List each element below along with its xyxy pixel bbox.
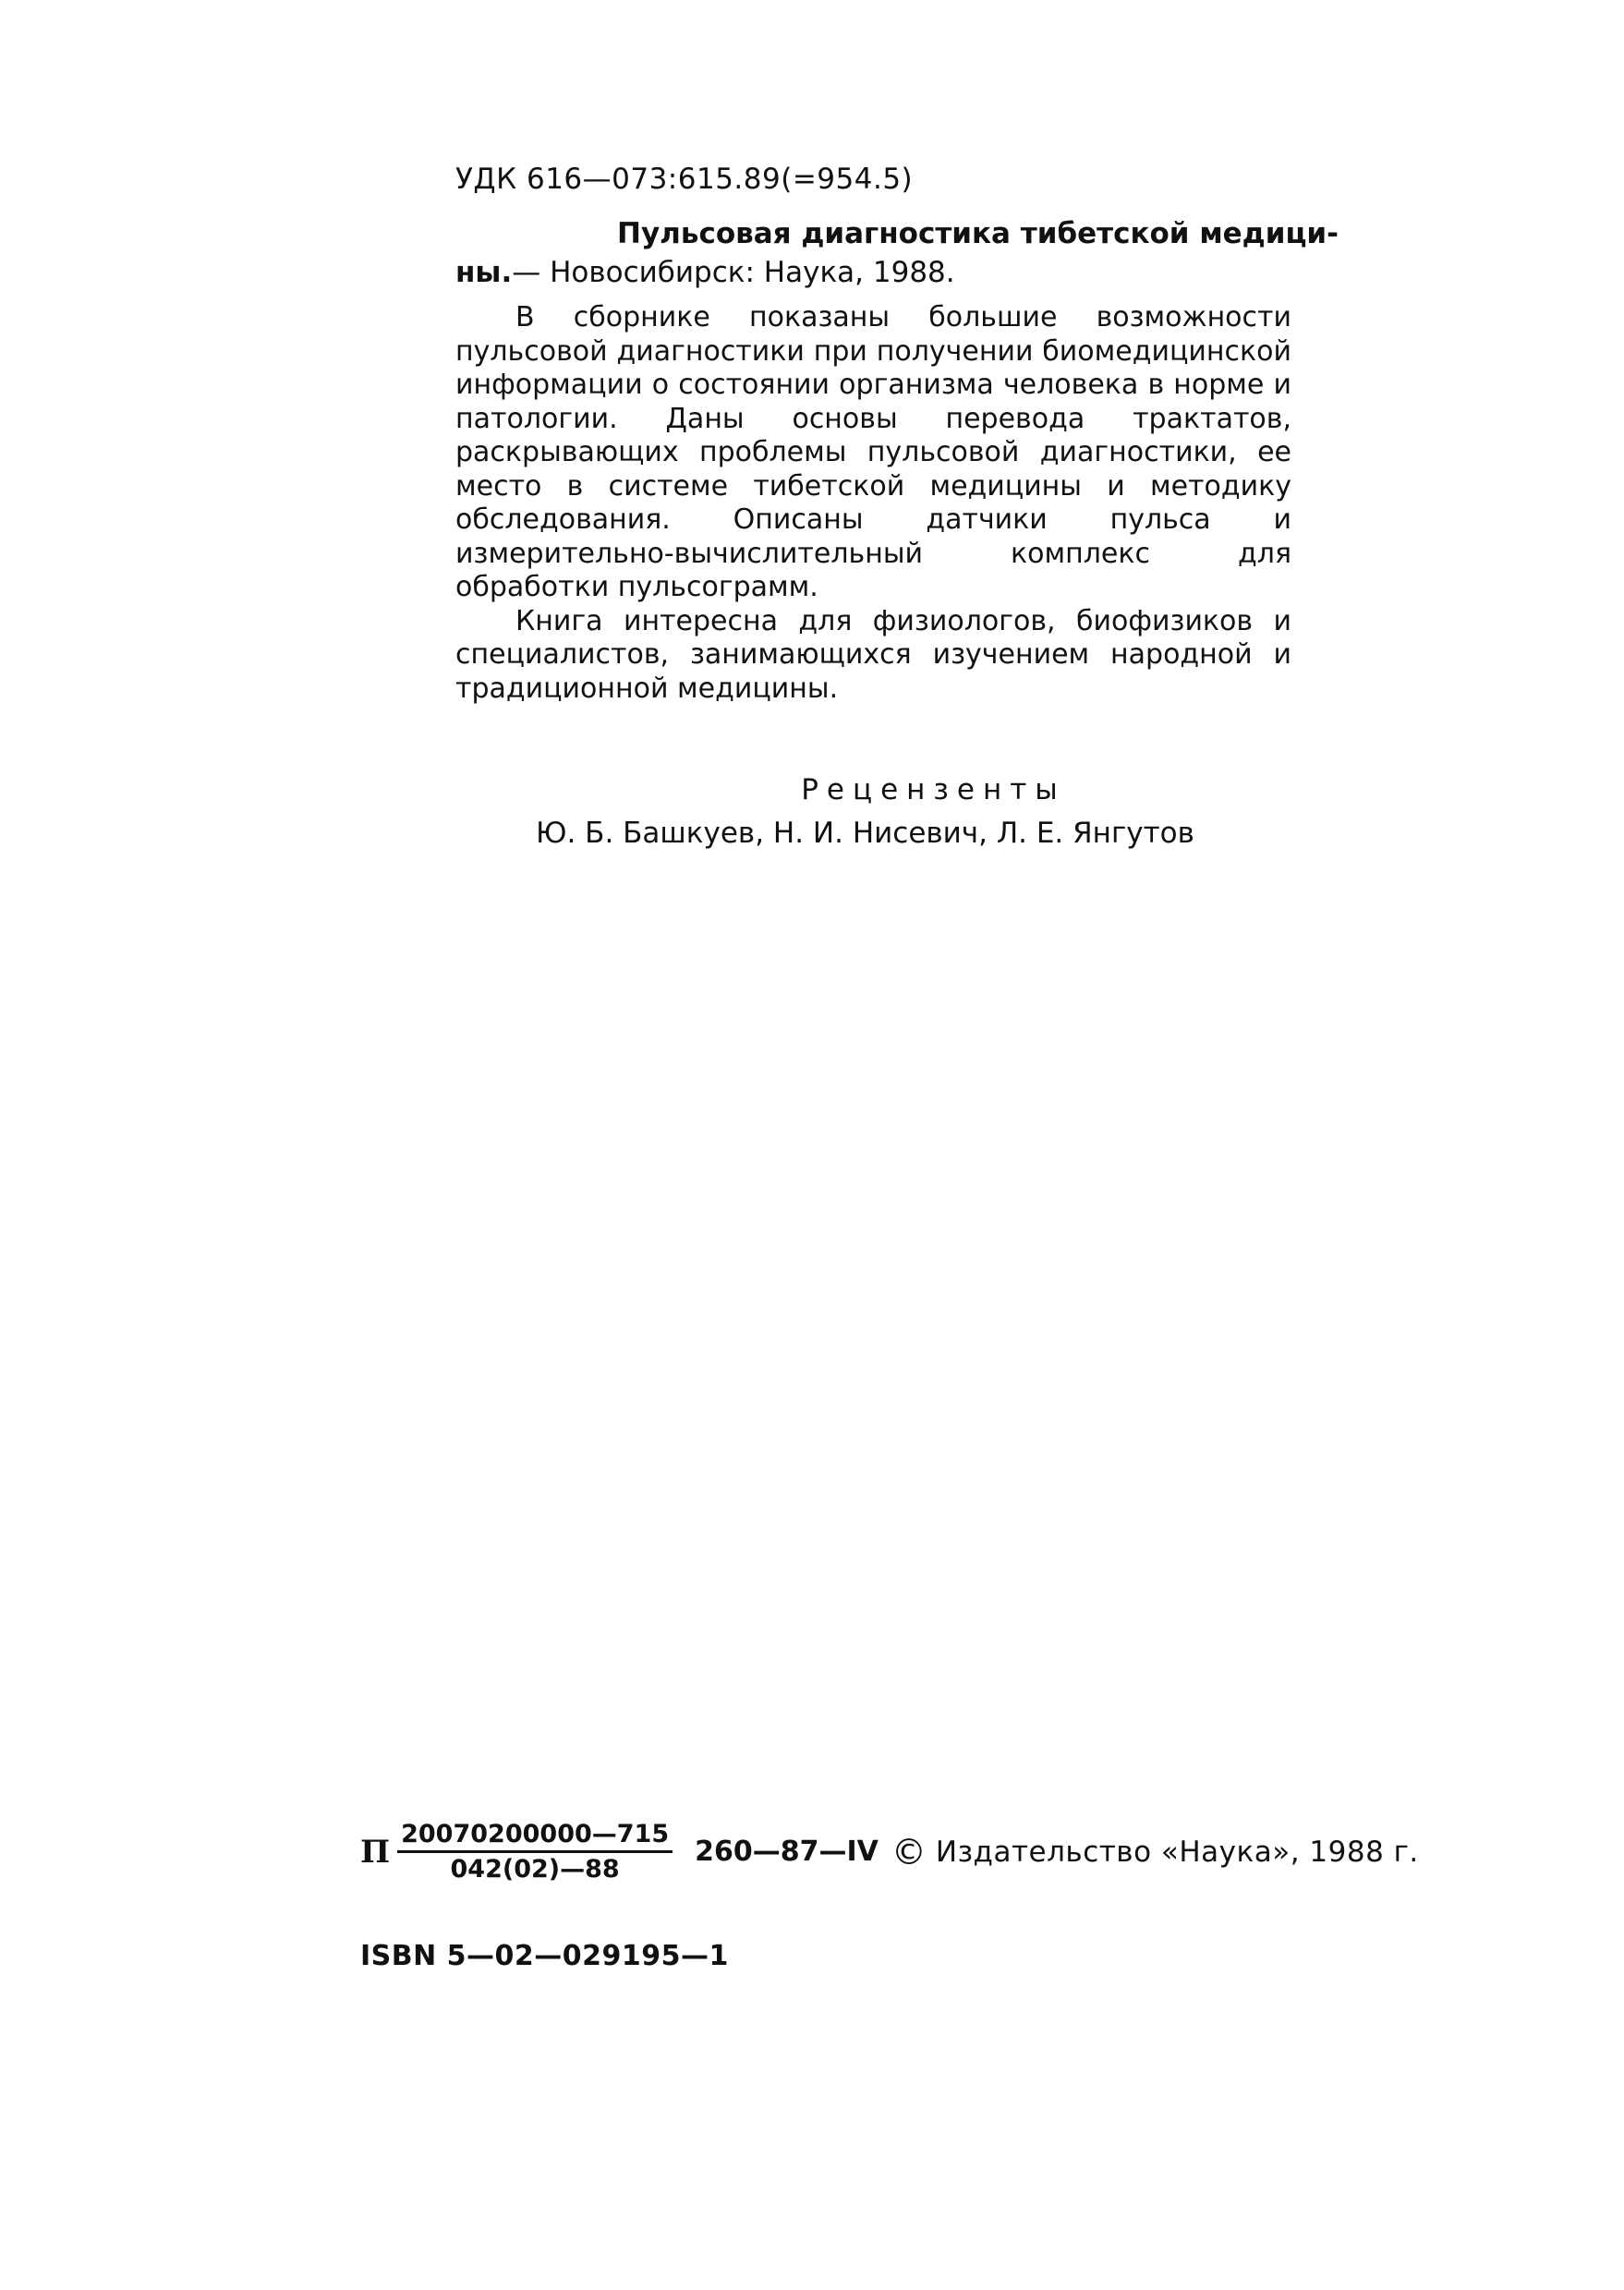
bibliographic-title — [455, 214, 1339, 292]
publication-fraction — [397, 1820, 673, 1884]
abstract-paragraph-1: В сборнике показаны большие возможности пульсовой диагностики при получении биомедицинской информации о состоянии организма человека в норме и патологии. Даны основы перевода трактатов, раскрывающих проблемы пульсовой диагностики, ее место в системе тибетской медицины и методику обследования. Описаны датчики пульса и измерительно-вычислительный комплекс для обработки пульсограмм. — [455, 301, 1291, 603]
udk-code: УДК 616—073:615.89(=954.5) — [455, 163, 914, 196]
publication-series: 260—87—IV — [695, 1836, 879, 1868]
publication-roman: П — [360, 1833, 391, 1871]
publication-code — [360, 1820, 1419, 1884]
copyright-icon: © — [891, 1831, 927, 1872]
publisher: Издательство «Наука», 1988 г. — [935, 1835, 1419, 1869]
reviewers-names: Ю. Б. Башкуев, Н. И. Нисевич, Л. Е. Янгутов — [536, 817, 1194, 850]
fraction-numerator: 20070200000—715 — [397, 1820, 673, 1853]
title-line-2-bold: ны. — [455, 256, 513, 289]
abstract — [455, 301, 1291, 706]
title-line-2 — [455, 253, 1291, 292]
isbn: ISBN 5—02—029195—1 — [360, 1940, 729, 1972]
title-line-2-rest: — Новосибирск: Наука, 1988. — [512, 256, 955, 289]
title-line-1: Пульсовая диагностика тибетской медици- — [617, 217, 1339, 250]
fraction-denominator: 042(02)—88 — [450, 1855, 620, 1884]
abstract-paragraph-2: Книга интересна для физиологов, биофизиков и специалистов, занимающихся изучением народной и традиционной медицины. — [455, 604, 1291, 705]
reviewers-heading: Рецензенты — [801, 773, 1066, 806]
